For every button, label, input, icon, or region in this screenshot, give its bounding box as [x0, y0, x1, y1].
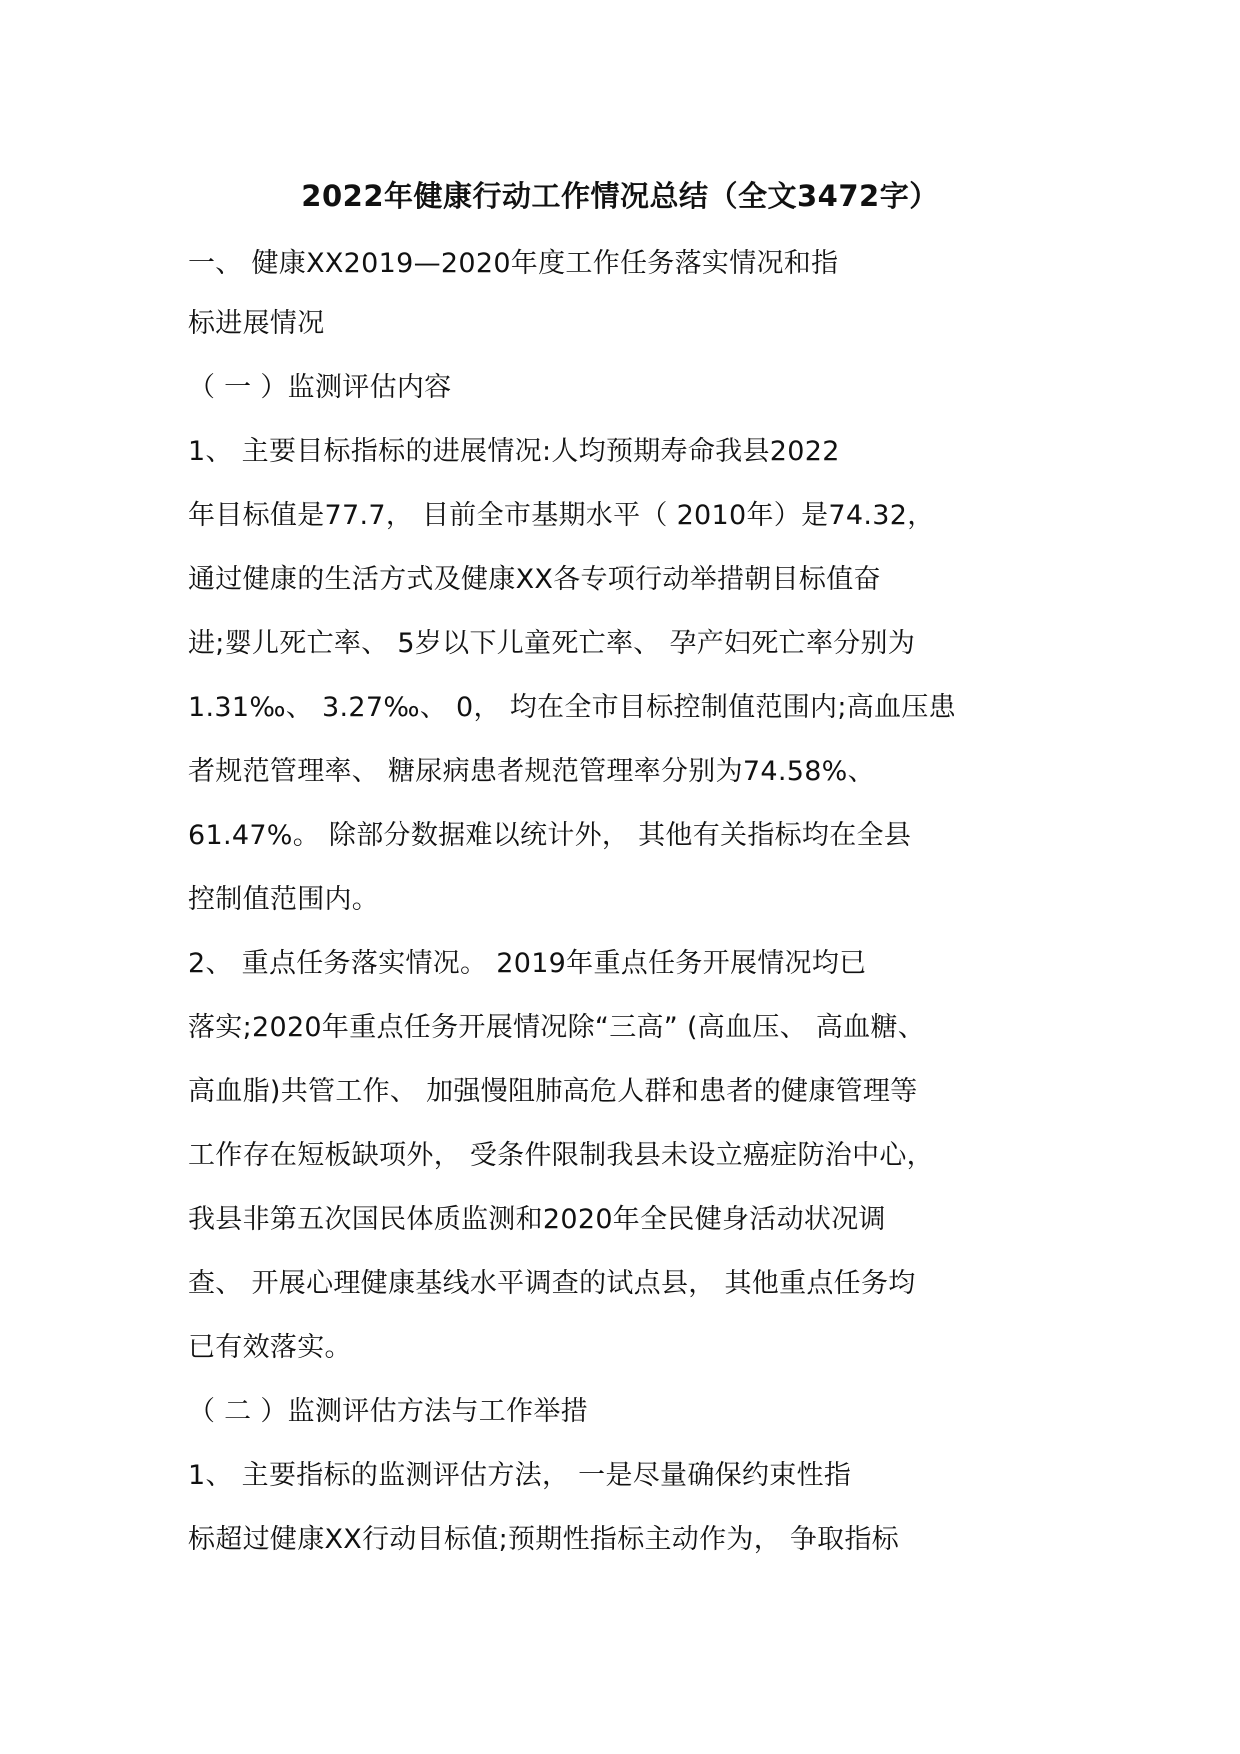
paragraph-line: 通过健康的生活方式及健康XX各专项行动举措朝目标值奋	[188, 564, 881, 595]
paragraph-line: 查、 开展心理健康基线水平调查的试点县， 其他重点任务均	[188, 1268, 916, 1299]
paragraph-line: 我县非第五次国民体质监测和2020年全民健身活动状况调	[188, 1204, 886, 1235]
paragraph-line: 高血脂)共管工作、 加强慢阻肺高危人群和患者的健康管理等	[188, 1076, 918, 1107]
paragraph-line: 标超过健康XX行动目标值;预期性指标主动作为， 争取指标	[188, 1524, 900, 1555]
paragraph-line: 61.47%。 除部分数据难以统计外， 其他有关指标均在全县	[188, 820, 912, 851]
subsection-heading-1: （ 一 ）监测评估内容	[188, 372, 452, 403]
section-heading-1-cont: 标进展情况	[188, 308, 325, 339]
paragraph-line: 年目标值是77.7， 目前全市基期水平（ 2010年）是74.32，	[188, 500, 935, 531]
subsection-heading-2: （ 二 ）监测评估方法与工作举措	[188, 1396, 588, 1427]
section-heading-1: 一、 健康XX2019—2020年度工作任务落实情况和指	[188, 248, 839, 279]
paragraph-line: 1、 主要指标的监测评估方法， 一是尽量确保约束性指	[188, 1460, 852, 1491]
paragraph-line: 进;婴儿死亡率、 5岁以下儿童死亡率、 孕产妇死亡率分别为	[188, 628, 916, 659]
paragraph-line: 已有效落实。	[188, 1332, 352, 1363]
paragraph-line: 者规范管理率、 糖尿病患者规范管理率分别为74.58%、	[188, 756, 875, 787]
document-title: 2022年健康行动工作情况总结（全文3472字）	[301, 179, 939, 213]
paragraph-line: 1、 主要目标指标的进展情况:人均预期寿命我县2022	[188, 436, 840, 467]
paragraph-line: 2、 重点任务落实情况。 2019年重点任务开展情况均已	[188, 948, 867, 979]
paragraph-line: 工作存在短板缺项外， 受条件限制我县未设立癌症防治中心，	[188, 1140, 934, 1171]
paragraph-line: 控制值范围内。	[188, 884, 380, 915]
paragraph-line: 1.31‰、 3.27‰、 0， 均在全市目标控制值范围内;高血压患	[188, 692, 956, 723]
paragraph-line: 落实;2020年重点任务开展情况除“三高” (高血压、 高血糖、	[188, 1012, 926, 1043]
